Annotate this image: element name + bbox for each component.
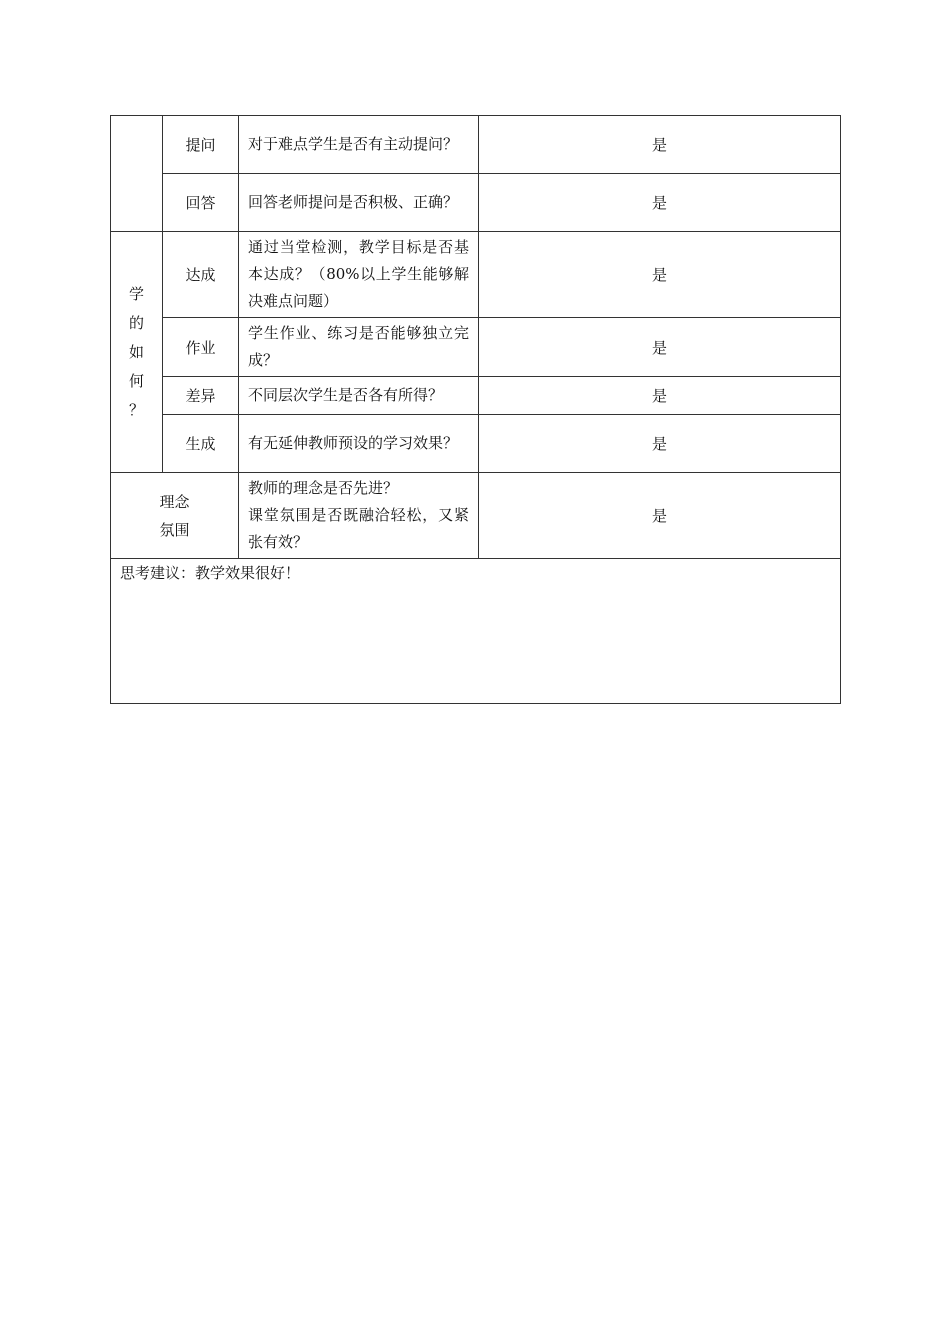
question-text <box>239 473 479 559</box>
question-line: 课堂氛围是否既融洽轻松，又紧张有效？ <box>248 506 469 551</box>
table-row <box>111 377 841 415</box>
category-char: 如 <box>128 342 144 361</box>
answer-value: 是 <box>479 318 841 377</box>
table-row <box>111 174 841 232</box>
table-row <box>111 559 841 704</box>
suggestion-text: 思考建议：教学效果很好！ <box>111 559 841 704</box>
answer-value: 是 <box>479 116 841 174</box>
question-line: 教师的理念是否先进？ <box>248 479 399 497</box>
question-text: 不同层次学生是否各有所得？ <box>239 377 479 415</box>
answer-value: 是 <box>479 377 841 415</box>
question-text: 回答老师提问是否积极、正确？ <box>239 174 479 232</box>
table-row <box>111 318 841 377</box>
table-row <box>111 415 841 473</box>
table-row <box>111 116 841 174</box>
question-text: 学生作业、练习是否能够独立完成？ <box>239 318 479 377</box>
sub-label: 达成 <box>163 232 239 318</box>
sub-label: 回答 <box>163 174 239 232</box>
question-text: 对于难点学生是否有主动提问？ <box>239 116 479 174</box>
table-row <box>111 473 841 559</box>
answer-value: 是 <box>479 473 841 559</box>
answer-value: 是 <box>479 174 841 232</box>
concept-atmosphere-label <box>111 473 239 559</box>
question-text: 通过当堂检测，教学目标是否基本达成？（80%以上学生能够解决难点问题） <box>239 232 479 318</box>
question-text: 有无延伸教师预设的学习效果？ <box>239 415 479 473</box>
evaluation-table <box>110 115 841 704</box>
sub-label: 生成 <box>163 415 239 473</box>
sub-label: 差异 <box>163 377 239 415</box>
sub-label: 作业 <box>163 318 239 377</box>
table-row <box>111 232 841 318</box>
concept-label-line: 理念 <box>159 492 190 511</box>
concept-label-line: 氛围 <box>159 520 190 539</box>
sub-label: 提问 <box>163 116 239 174</box>
category-cell-blank <box>111 116 163 232</box>
category-char: 何 <box>128 371 144 390</box>
category-char: ？ <box>128 400 144 419</box>
answer-value: 是 <box>479 415 841 473</box>
category-char: 学 <box>128 284 144 303</box>
category-learning <box>111 232 163 473</box>
category-char: 的 <box>128 313 144 332</box>
answer-value: 是 <box>479 232 841 318</box>
